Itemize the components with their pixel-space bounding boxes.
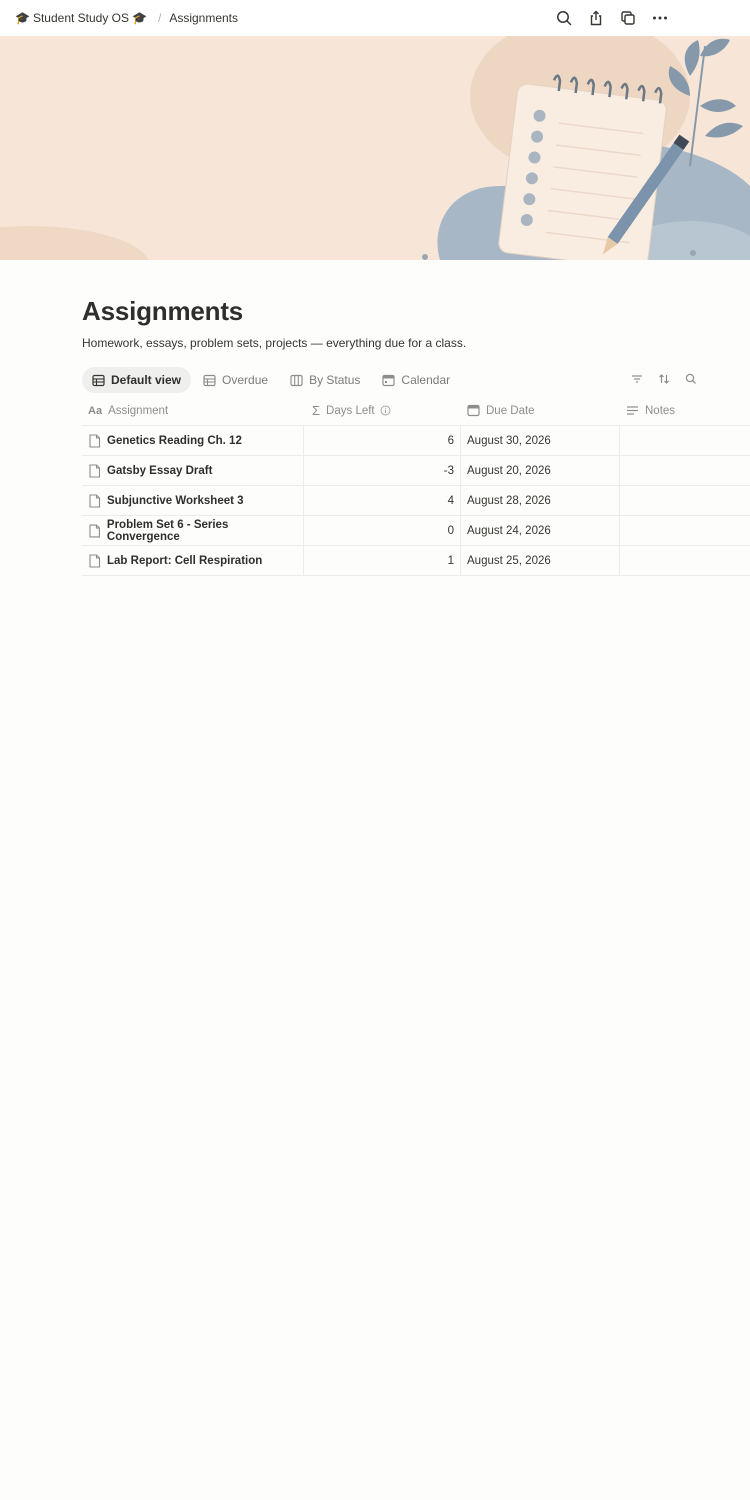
column-header-notes[interactable] bbox=[620, 396, 750, 425]
cell-notes[interactable] bbox=[620, 426, 750, 455]
tab-label: Default view bbox=[111, 373, 182, 387]
top-bar bbox=[0, 0, 750, 36]
cell-days-left[interactable]: -3 bbox=[304, 456, 461, 485]
view-tools bbox=[630, 372, 698, 386]
assignment-name[interactable]: Lab Report: Cell Respiration bbox=[107, 554, 263, 567]
table-row[interactable] bbox=[82, 546, 750, 576]
cell-days-left[interactable]: 0 bbox=[304, 516, 461, 545]
table-row[interactable] bbox=[82, 426, 750, 456]
tab-label: Calendar bbox=[401, 373, 451, 387]
table-icon bbox=[92, 374, 105, 387]
cell-due-date[interactable]: August 24, 2026 bbox=[461, 516, 620, 545]
tab-overdue[interactable] bbox=[193, 367, 278, 393]
assignments-table bbox=[82, 396, 750, 576]
table-row[interactable] bbox=[82, 486, 750, 516]
cell-notes[interactable] bbox=[620, 546, 750, 575]
text-property-icon: Aa bbox=[88, 404, 103, 417]
breadcrumb-workspace[interactable]: Student Study OS bbox=[32, 11, 130, 25]
column-header-days-left[interactable] bbox=[304, 396, 461, 425]
cell-assignment[interactable] bbox=[82, 456, 304, 485]
top-actions bbox=[554, 0, 670, 36]
cell-notes[interactable] bbox=[620, 516, 750, 545]
page-icon bbox=[88, 524, 101, 538]
column-header-assignment[interactable] bbox=[82, 396, 304, 425]
column-label: Due Date bbox=[486, 404, 535, 417]
assignment-name[interactable]: Subjunctive Worksheet 3 bbox=[107, 494, 244, 507]
assignment-name[interactable]: Problem Set 6 - Series Convergence bbox=[106, 518, 229, 543]
tab-by-status[interactable] bbox=[280, 367, 370, 393]
cell-days-left[interactable]: 4 bbox=[304, 486, 461, 515]
sort-icon[interactable] bbox=[657, 372, 671, 386]
tab-default-view[interactable] bbox=[82, 367, 191, 393]
more-icon[interactable] bbox=[650, 8, 670, 28]
tab-label: Overdue bbox=[222, 373, 269, 387]
assignment-name[interactable]: Genetics Reading Ch. 12 bbox=[107, 434, 242, 447]
info-icon[interactable] bbox=[380, 405, 391, 416]
graduation-cap-icon: 🎓 bbox=[15, 11, 30, 25]
cell-notes[interactable] bbox=[620, 456, 750, 485]
view-tabs bbox=[82, 366, 462, 394]
cell-assignment[interactable] bbox=[82, 546, 304, 575]
text-lines-icon bbox=[626, 404, 639, 417]
table-icon bbox=[203, 374, 216, 387]
assignment-name[interactable]: Gatsby Essay Draft bbox=[107, 464, 213, 477]
cell-due-date[interactable]: August 28, 2026 bbox=[461, 486, 620, 515]
cell-days-left[interactable]: 1 bbox=[304, 546, 461, 575]
page-icon bbox=[88, 464, 101, 478]
tab-label: By Status bbox=[309, 373, 361, 387]
table-row[interactable] bbox=[82, 456, 750, 486]
cell-due-date[interactable]: August 30, 2026 bbox=[461, 426, 620, 455]
search-icon[interactable] bbox=[554, 8, 574, 28]
breadcrumb bbox=[12, 11, 238, 25]
table-header bbox=[82, 396, 750, 426]
cell-notes[interactable] bbox=[620, 486, 750, 515]
breadcrumb-page[interactable]: Assignments bbox=[169, 11, 239, 25]
cell-due-date[interactable]: August 20, 2026 bbox=[461, 456, 620, 485]
tab-calendar[interactable] bbox=[372, 367, 460, 393]
cell-days-left[interactable]: 6 bbox=[304, 426, 461, 455]
cover-image[interactable] bbox=[0, 36, 750, 260]
cell-assignment[interactable] bbox=[82, 426, 304, 455]
filter-icon[interactable] bbox=[630, 372, 644, 386]
page-icon bbox=[88, 494, 101, 508]
page-title[interactable]: Assignments bbox=[82, 296, 244, 326]
formula-sigma-icon: Σ bbox=[312, 403, 321, 418]
duplicate-icon[interactable] bbox=[618, 8, 638, 28]
column-label: Days Left bbox=[326, 404, 375, 417]
cell-assignment[interactable] bbox=[82, 516, 304, 545]
calendar-icon bbox=[467, 404, 480, 417]
cell-assignment[interactable] bbox=[82, 486, 304, 515]
graduation-cap-icon: 🎓 bbox=[132, 11, 147, 25]
calendar-icon bbox=[382, 374, 395, 387]
page-icon bbox=[88, 434, 101, 448]
page-icon bbox=[88, 554, 101, 568]
share-icon[interactable] bbox=[586, 8, 606, 28]
page-description[interactable]: Homework, essays, problem sets, projects — everything due for a class. bbox=[82, 336, 467, 350]
column-header-due-date[interactable] bbox=[461, 396, 620, 425]
cell-due-date[interactable]: August 25, 2026 bbox=[461, 546, 620, 575]
column-label: Notes bbox=[645, 404, 676, 417]
search-icon[interactable] bbox=[684, 372, 698, 386]
table-row[interactable] bbox=[82, 516, 750, 546]
board-icon bbox=[290, 374, 303, 387]
column-label: Assignment bbox=[108, 404, 169, 417]
breadcrumb-separator: / bbox=[157, 11, 162, 25]
